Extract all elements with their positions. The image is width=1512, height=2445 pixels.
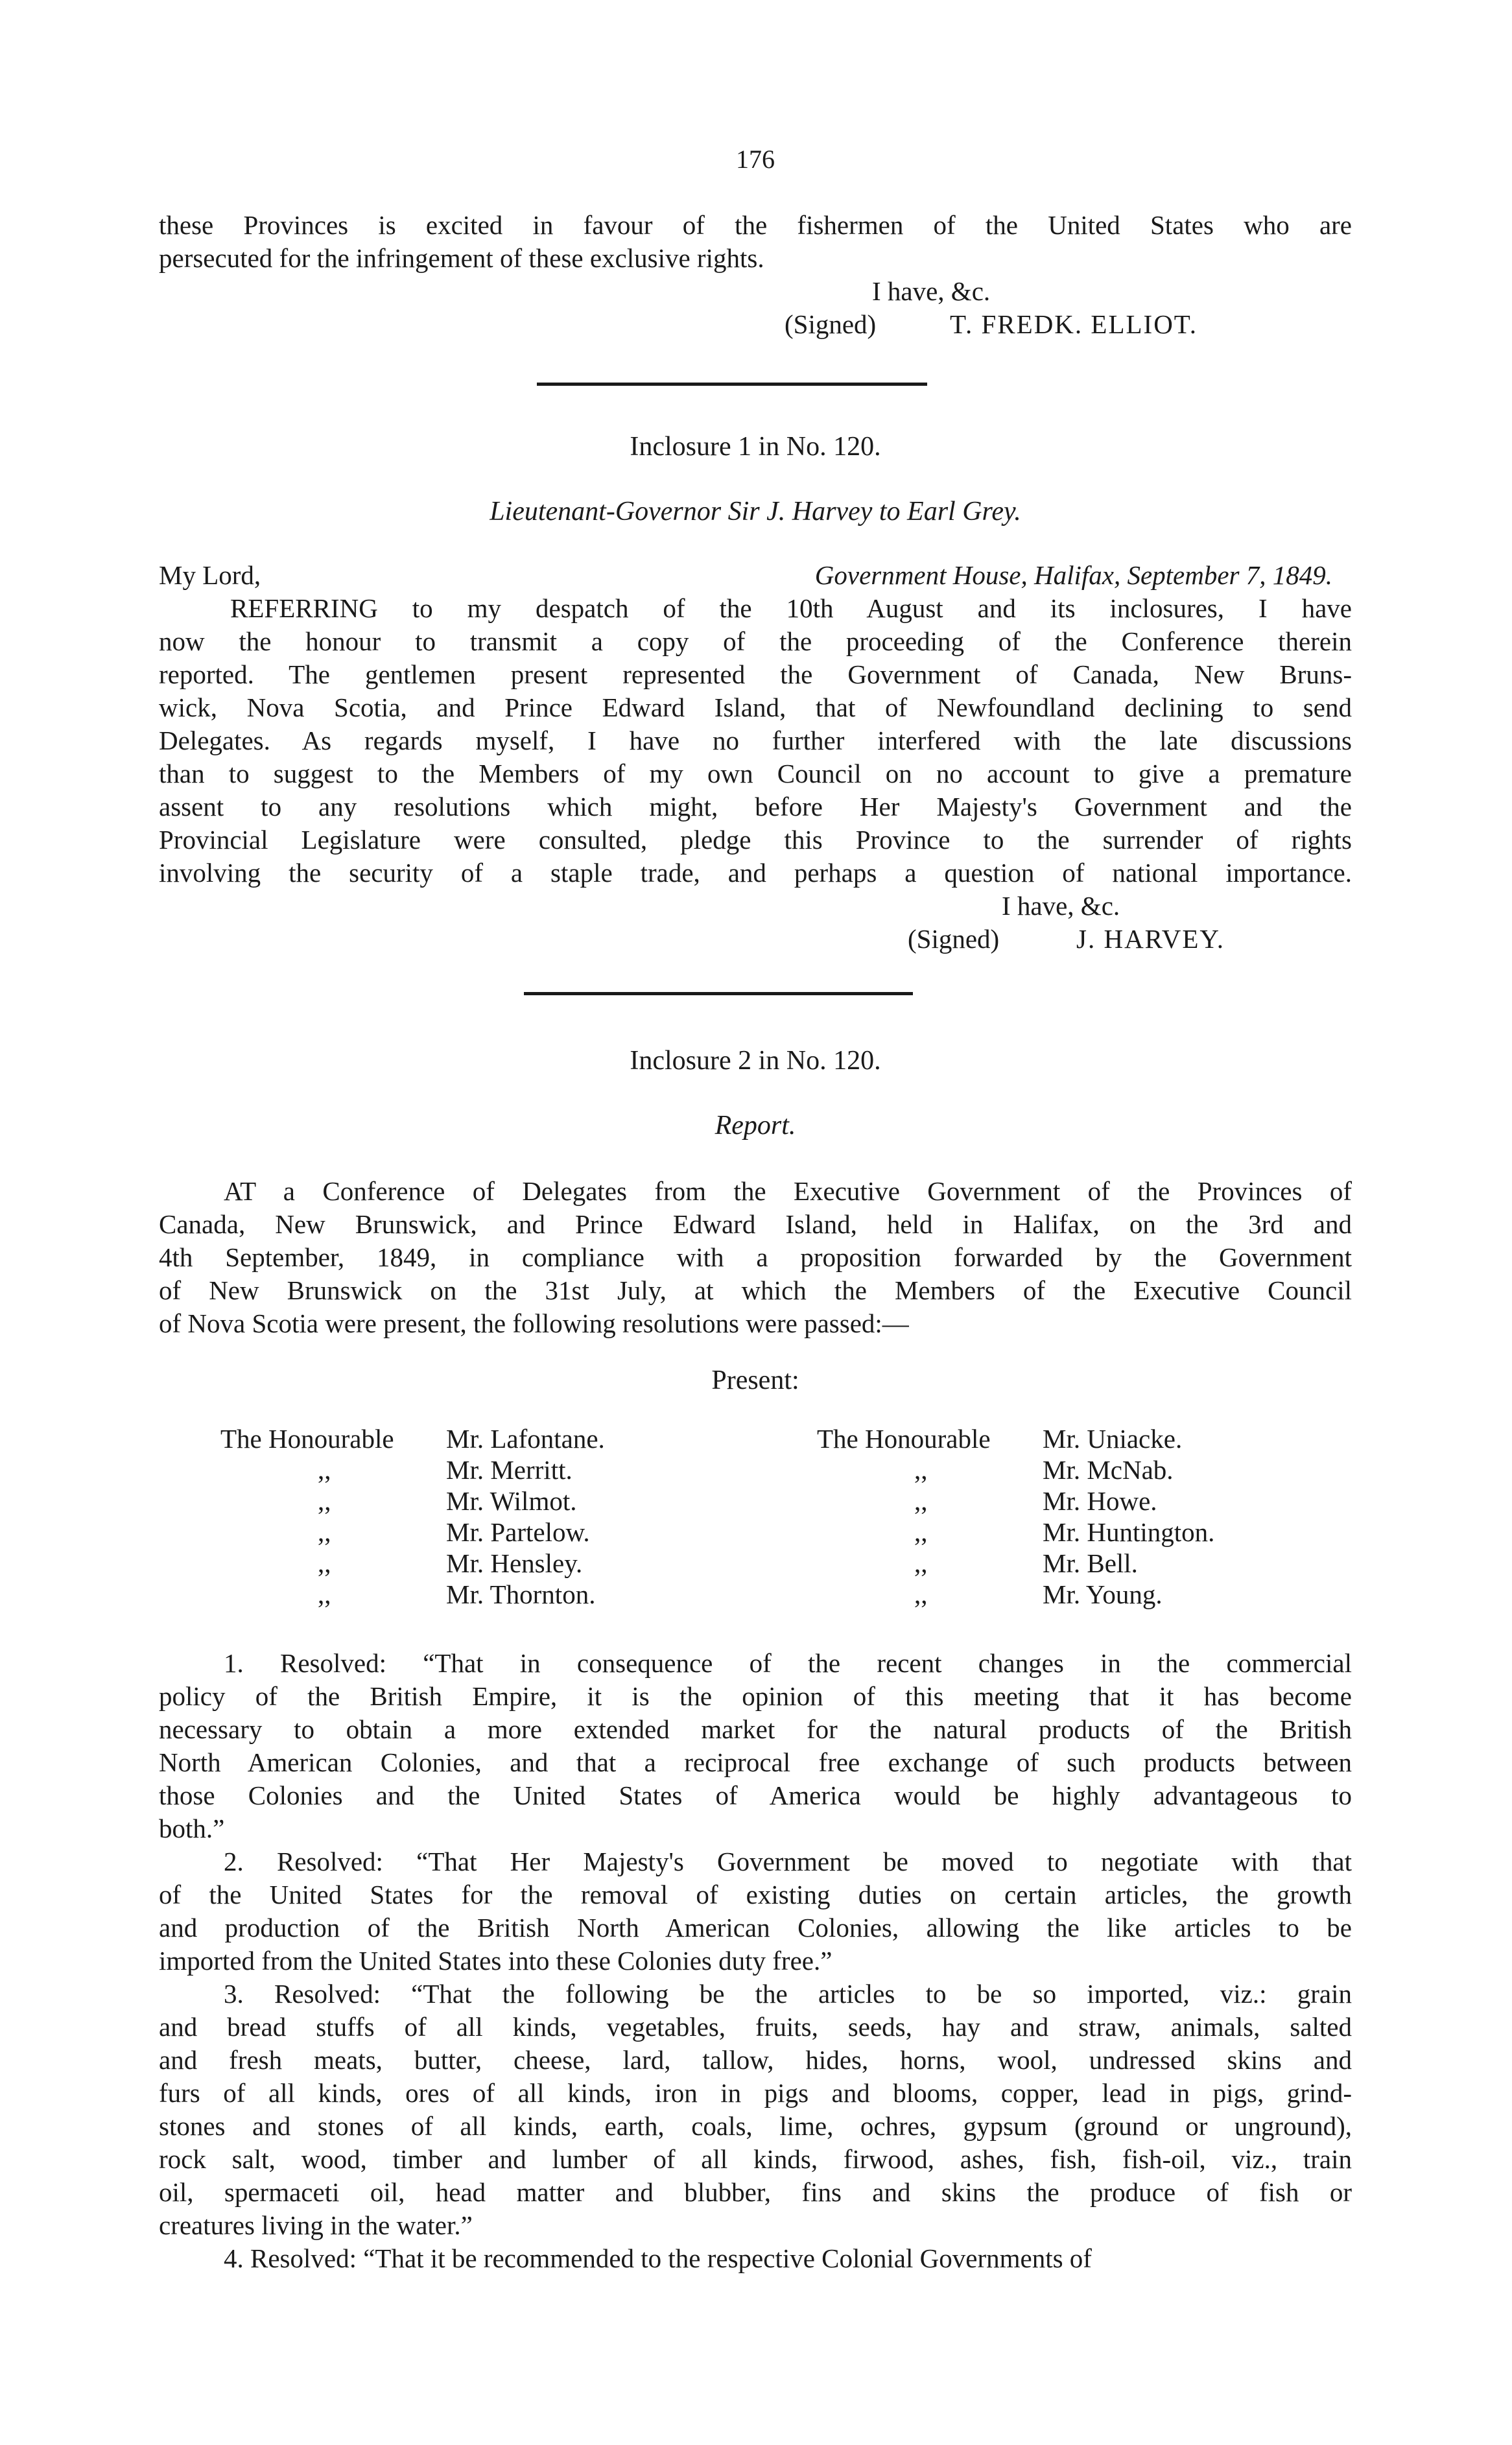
text-line: rock salt, wood, timber and lumber of all kinds, firwood, ashes, fish, fish-oil, viz., train xyxy=(159,2144,1352,2174)
member-entry xyxy=(817,1517,1214,1548)
member-entry xyxy=(220,1485,605,1517)
report-intro xyxy=(159,1175,1352,1340)
text-line: AT a Conference of Delegates from the Executive Government of the Provinces of xyxy=(224,1176,1352,1206)
member-entry xyxy=(220,1423,605,1454)
text-line: policy of the British Empire, it is the opinion of this meeting that it has become xyxy=(159,1681,1352,1711)
letter-ending xyxy=(159,209,1352,341)
closing-text: I have, &c. xyxy=(1002,891,1120,921)
salutation: My Lord, xyxy=(159,560,261,590)
member-prefix: ,, xyxy=(914,1548,928,1578)
text-line: creatures living in the water.” xyxy=(159,2210,473,2240)
member-name: Mr. Howe. xyxy=(1043,1486,1157,1516)
text-line: and bread stuffs of all kinds, vegetables, fruits, seeds, hay and straw, animals, salted xyxy=(159,2012,1352,2042)
member-prefix: ,, xyxy=(914,1486,928,1516)
member-entry xyxy=(220,1517,605,1548)
section-divider xyxy=(537,383,927,386)
text-line: REFERRING to my despatch of the 10th August and its inclosures, I have xyxy=(230,593,1352,623)
resolution-1 xyxy=(159,1647,1352,1845)
member-prefix: The Honourable xyxy=(220,1424,394,1454)
member-prefix: ,, xyxy=(318,1486,331,1516)
resolution-2 xyxy=(159,1845,1352,1978)
inclosure-2-heading: Inclosure 2 in No. 120. xyxy=(630,1046,881,1076)
member-name: Mr. Partelow. xyxy=(446,1517,590,1547)
dateline: Government House, Halifax, September 7, 1849. xyxy=(814,560,1332,590)
signed-label: (Signed) xyxy=(908,924,1000,954)
member-entry xyxy=(220,1548,605,1579)
member-entry xyxy=(220,1579,605,1610)
text-line: assent to any resolutions which might, before Her Majesty's Government and the xyxy=(159,792,1352,821)
text-line: furs of all kinds, ores of all kinds, iron in pigs and blooms, copper, lead in pigs, grind- xyxy=(159,2078,1352,2108)
intro-paragraph xyxy=(159,1175,1352,1340)
signature-line xyxy=(159,923,1352,956)
paragraph-line xyxy=(159,209,1352,275)
present-label: Present: xyxy=(711,1365,799,1395)
closing-line xyxy=(159,275,1352,308)
text-line: Delegates. As regards myself, I have no further interfered with the late discussions xyxy=(159,726,1352,755)
text-line: 3. Resolved: “That the following be the articles to be so imported, viz.: grain xyxy=(224,1979,1352,2009)
text-line: involving the security of a staple trade, and perhaps a question of national importance. xyxy=(159,858,1352,888)
signed-label: (Signed) xyxy=(785,309,877,339)
inclosure-2-subheading: Report. xyxy=(715,1111,796,1140)
member-entry xyxy=(817,1454,1214,1485)
text-line: 2. Resolved: “That Her Majesty's Government be moved to negotiate with that xyxy=(224,1847,1352,1876)
text-line: oil, spermaceti oil, head matter and blubber, fins and skins the produce of fish or xyxy=(159,2177,1352,2207)
text-line: and fresh meats, butter, cheese, lard, tallow, hides, horns, wool, undressed skins and xyxy=(159,2045,1352,2075)
resolution-3 xyxy=(159,1978,1352,2242)
present-left-column xyxy=(220,1423,605,1610)
section-divider xyxy=(524,992,913,995)
resolutions xyxy=(159,1647,1352,2275)
member-name: Mr. Lafontane. xyxy=(446,1424,605,1454)
text-line: necessary to obtain a more extended market for the natural products of the British xyxy=(159,1714,1352,1744)
present-right-column xyxy=(817,1423,1214,1610)
text-line: imported from the United States into these Colonies duty free.” xyxy=(159,1946,833,1976)
member-name: Mr. Hensley. xyxy=(446,1548,583,1578)
member-prefix: ,, xyxy=(914,1517,928,1547)
text-line: wick, Nova Scotia, and Prince Edward Island, that of Newfoundland declining to send xyxy=(159,692,1352,722)
member-entry xyxy=(817,1485,1214,1517)
text-line: these Provinces is excited in favour of the fishermen of the United States who are xyxy=(159,210,1352,240)
member-name: Mr. Merritt. xyxy=(446,1455,573,1485)
text-line: persecuted for the infringement of these exclusive rights. xyxy=(159,243,764,273)
letter-body xyxy=(159,592,1352,890)
salutation-row xyxy=(159,559,1352,592)
member-prefix: ,, xyxy=(318,1579,331,1609)
member-prefix: ,, xyxy=(318,1517,331,1547)
text-line: and production of the British North American Colonies, allowing the like articles to be xyxy=(159,1913,1352,1943)
closing-line xyxy=(159,890,1352,923)
member-entry xyxy=(817,1423,1214,1454)
member-name: Mr. McNab. xyxy=(1043,1455,1174,1485)
member-name: Mr. Young. xyxy=(1043,1579,1163,1609)
member-name: Mr. Thornton. xyxy=(446,1579,596,1609)
page-number: 176 xyxy=(736,145,775,174)
text-line: Provincial Legislature were consulted, pledge this Province to the surrender of rights xyxy=(159,825,1352,855)
text-line: North American Colonies, and that a reciprocal free exchange of such products between xyxy=(159,1747,1352,1777)
inclosure-1-letter xyxy=(159,559,1352,956)
signature-line xyxy=(159,308,1352,341)
text-line: 1. Resolved: “That in consequence of the recent changes in the commercial xyxy=(224,1648,1352,1678)
text-line: 4th September, 1849, in compliance with a proposition forwarded by the Government xyxy=(159,1242,1352,1272)
text-line: of New Brunswick on the 31st July, at which the Members of the Executive Council xyxy=(159,1275,1352,1305)
member-name: Mr. Bell. xyxy=(1043,1548,1138,1578)
member-entry xyxy=(220,1454,605,1485)
present-members-table xyxy=(220,1423,1310,1618)
text-line: those Colonies and the United States of America would be highly advantageous to xyxy=(159,1780,1352,1810)
text-line: reported. The gentlemen present represented the Government of Canada, New Bruns- xyxy=(159,659,1352,689)
signer-name: T. FREDK. ELLIOT. xyxy=(950,309,1198,339)
member-entry xyxy=(817,1579,1214,1610)
text-line: of Nova Scotia were present, the following resolutions were passed:— xyxy=(159,1308,909,1338)
member-prefix: ,, xyxy=(318,1455,331,1485)
member-name: Mr. Wilmot. xyxy=(446,1486,577,1516)
member-name: Mr. Uniacke. xyxy=(1043,1424,1183,1454)
text-line: both.” xyxy=(159,1813,225,1843)
closing-text: I have, &c. xyxy=(872,276,991,306)
member-prefix: ,, xyxy=(318,1548,331,1578)
member-prefix: The Honourable xyxy=(817,1424,991,1454)
text-line: Canada, New Brunswick, and Prince Edward Island, held in Halifax, on the 3rd and xyxy=(159,1209,1352,1239)
inclosure-1-subheading: Lieutenant-Governor Sir J. Harvey to Earl Grey. xyxy=(490,497,1021,526)
text-line: now the honour to transmit a copy of the proceeding of the Conference therein xyxy=(159,626,1352,656)
text-line: than to suggest to the Members of my own Council on no account to give a premature xyxy=(159,759,1352,788)
text-line: 4. Resolved: “That it be recommended to the respective Colonial Governments of xyxy=(224,2243,1092,2273)
text-line: stones and stones of all kinds, earth, coals, lime, ochres, gypsum (ground or unground), xyxy=(159,2111,1352,2141)
member-prefix: ,, xyxy=(914,1579,928,1609)
member-prefix: ,, xyxy=(914,1455,928,1485)
signer-name: J. HARVEY. xyxy=(1076,924,1225,954)
resolution-4 xyxy=(159,2242,1352,2275)
inclosure-1-heading: Inclosure 1 in No. 120. xyxy=(630,432,881,462)
member-name: Mr. Huntington. xyxy=(1043,1517,1215,1547)
member-entry xyxy=(817,1548,1214,1579)
text-line: of the United States for the removal of existing duties on certain articles, the growth xyxy=(159,1880,1352,1909)
